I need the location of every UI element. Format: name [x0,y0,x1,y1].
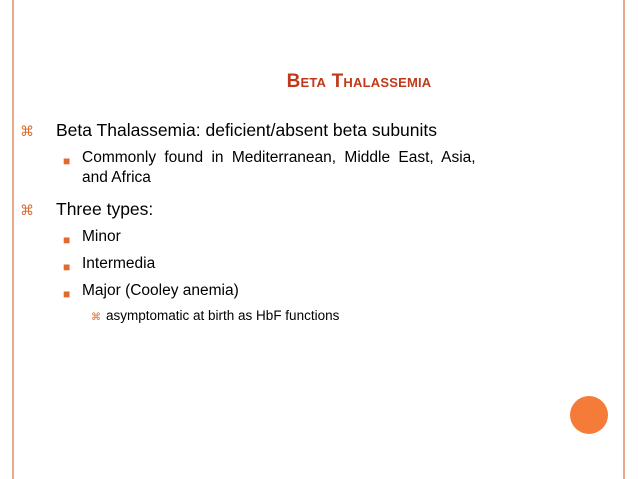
bullet-text-continued: and Africa [82,169,151,186]
bullet-icon: ⌘ [91,312,101,323]
bullet-text: Three types: [56,199,154,219]
bullet-icon: ⌘ [20,202,34,218]
decorative-circle [570,396,608,434]
bullet-text: Intermedia [82,255,156,272]
bullet-text: asymptomatic at birth as HbF functions [106,308,340,323]
bullet-text: Commonly found in Mediterranean, Middle East, Asia, [82,149,476,166]
slide-title [0,71,638,93]
bullet-icon: ■ [63,260,71,274]
bullet-text: Beta Thalassemia: deficient/absent beta subunits [56,120,438,140]
bullet-icon: ■ [63,233,71,247]
slide-title-text: Beta Thalassemia [286,71,432,92]
bullet-icon: ⌘ [20,123,34,139]
bullet-icon: ■ [63,287,71,301]
bullet-text: Minor [82,228,121,245]
bullet-text: Major (Cooley anemia) [82,282,239,299]
bullet-icon: ■ [63,154,71,168]
